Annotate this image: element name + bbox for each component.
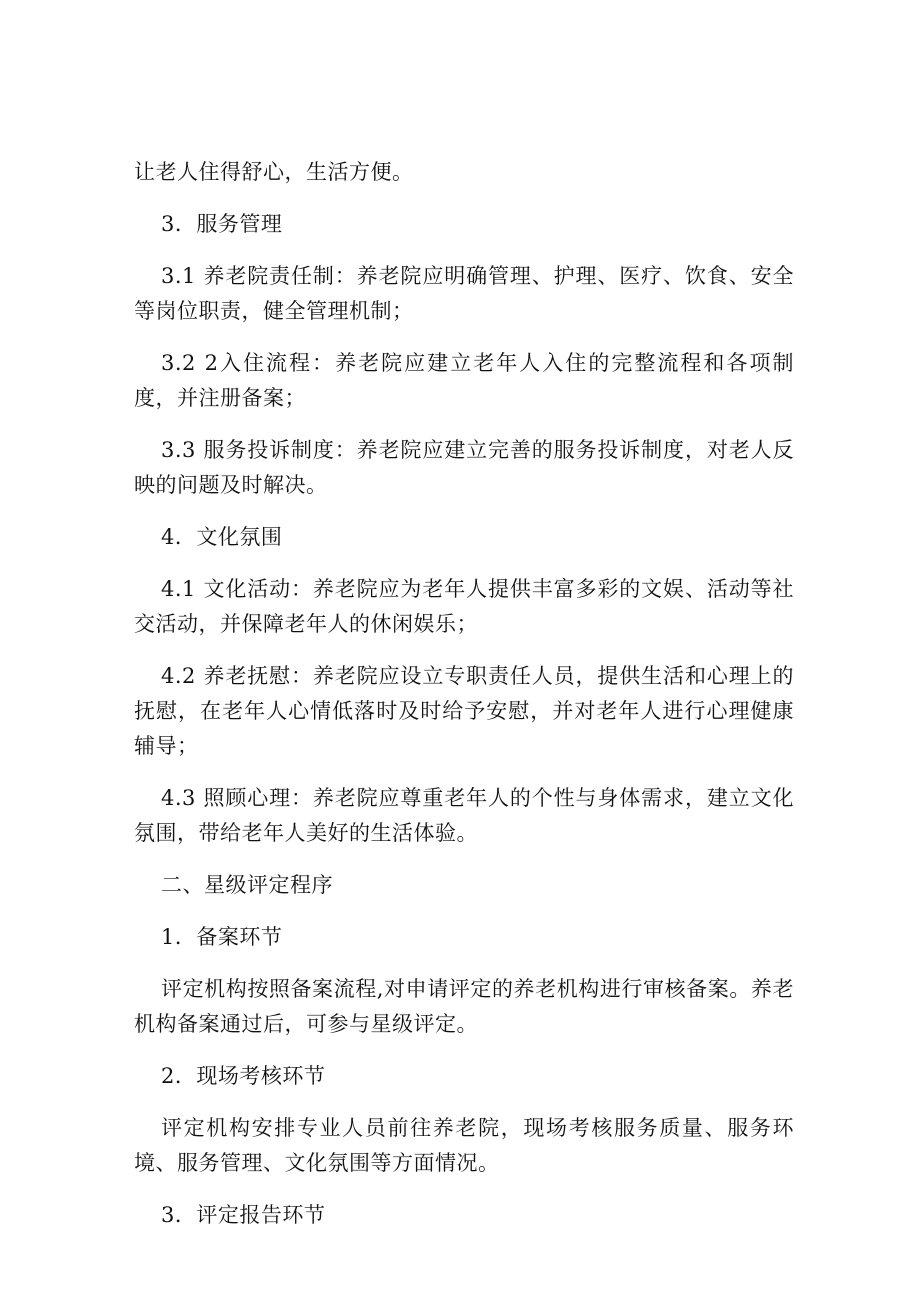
- paragraph-3-1: 3.1 养老院责任制：养老院应明确管理、护理、医疗、饮食、安全等岗位职责，健全管理机制；: [134, 264, 794, 323]
- chapter-heading-star-rating: 二、星级评定程序: [161, 873, 333, 897]
- section-heading-culture: 4．文化氛围: [161, 525, 283, 549]
- paragraph-3-3: 3.3 服务投诉制度：养老院应建立完善的服务投诉制度，对老人反映的问题及时解决。: [134, 438, 794, 497]
- section-heading-filing: 1．备案环节: [161, 925, 283, 949]
- section-heading-service-management: 3．服务管理: [161, 212, 283, 236]
- section-heading-evaluation-report: 3．评定报告环节: [161, 1203, 326, 1227]
- paragraph-3-2: 3.2 2入住流程：养老院应建立老年人入住的完整流程和各项制度，并注册备案；: [134, 351, 794, 410]
- paragraph-continuation: 让老人住得舒心，生活方便。: [134, 160, 414, 184]
- paragraph-onsite-assessment: 评定机构安排专业人员前往养老院，现场考核服务质量、服务环境、服务管理、文化氛围等方面情况。: [134, 1116, 794, 1175]
- paragraph-filing: 评定机构按照备案流程,对申请评定的养老机构进行审核备案。养老机构备案通过后，可参与星级评定。: [134, 977, 794, 1036]
- paragraph-4-1: 4.1 文化活动：养老院应为老年人提供丰富多彩的文娱、活动等社交活动，并保障老年人的休闲娱乐；: [134, 577, 794, 636]
- section-heading-onsite-assessment: 2．现场考核环节: [161, 1064, 326, 1088]
- paragraph-4-3: 4.3 照顾心理：养老院应尊重老年人的个性与身体需求，建立文化氛围，带给老年人美好的生活体验。: [134, 786, 794, 845]
- document-body: [134, 155, 794, 1250]
- paragraph-4-2: 4.2 养老抚慰：养老院应设立专职责任人员，提供生活和心理上的抚慰，在老年人心情低落时及时给予安慰，并对老年人进行心理健康辅导；: [134, 664, 794, 758]
